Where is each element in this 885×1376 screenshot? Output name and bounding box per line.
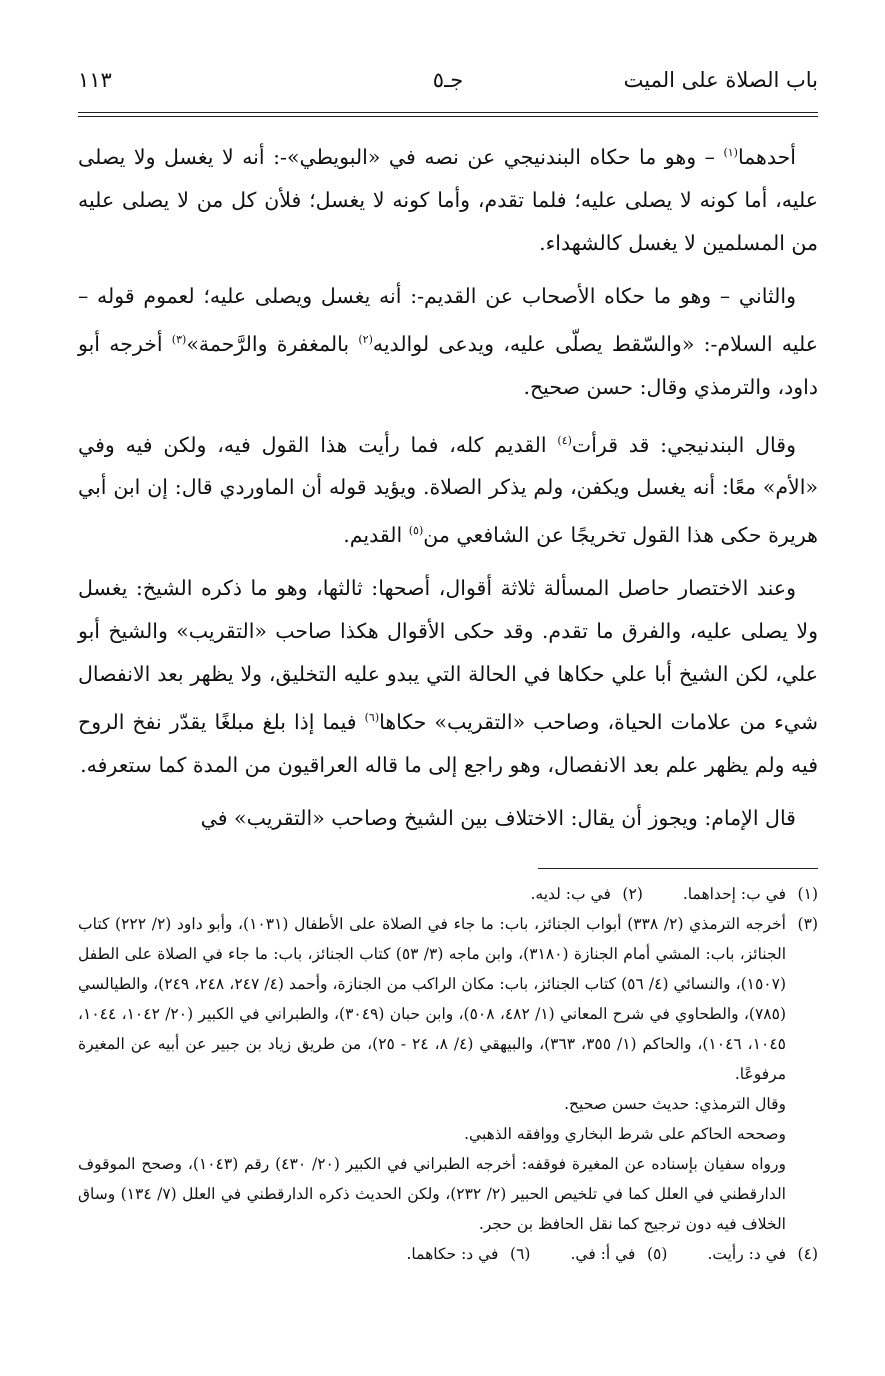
footnote-text: في د: حكاهما. bbox=[406, 1245, 499, 1264]
paragraph bbox=[78, 419, 818, 558]
paragraph-text: أخرجه أبو داود، والترمذي وقال: حسن صحيح. bbox=[78, 331, 818, 399]
header-rule-thin bbox=[78, 116, 818, 117]
footnote-number: (٢) bbox=[622, 885, 643, 904]
chapter-title: باب الصلاة على الميت bbox=[623, 68, 818, 92]
footnote-body bbox=[78, 909, 786, 1239]
footnote-5 bbox=[570, 1239, 667, 1269]
paragraph-text: القديم. bbox=[343, 523, 409, 548]
footnote-text: في د: رأيت. bbox=[707, 1245, 786, 1264]
main-text bbox=[78, 131, 818, 840]
paragraph-text: – وهو ما حكاه البندنيجي عن نصه في «البويطي»-: أنه لا يغسل ولا يصلى عليه، أما كونه لا يصلى عليه؛ فلما تقدم، وأما كونه لا يغسل؛ فلأن كل من لا يصلى عليه من المسلمين لا يغسل كالشهداء. bbox=[78, 144, 818, 255]
paragraph-text: والثاني – وهو ما حكاه الأصحاب عن القديم-: أنه يغسل ويصلى عليه؛ لعموم قوله – عليه السلام-: «والسّقط يصلّى عليه، ويدعى لوالديه bbox=[78, 283, 818, 356]
footnote-number: (١) bbox=[797, 885, 818, 904]
page bbox=[78, 60, 818, 1269]
footnote-ref[interactable]: (٦) bbox=[364, 711, 380, 725]
footnote-text: في أ: في. bbox=[570, 1245, 636, 1264]
footnote-text: وصححه الحاكم على شرط البخاري ووافقه الذهبي. bbox=[464, 1125, 786, 1144]
paragraph bbox=[78, 567, 818, 787]
footnote-number: (٦) bbox=[510, 1245, 531, 1264]
paragraph bbox=[78, 275, 818, 409]
footnote-text: أخرجه الترمذي (٢/ ٣٣٨) أبواب الجنائز، باب: ما جاء في الصلاة على الأطفال (١٠٣١)، وأبو داود (٢/ ٢٢٢) كتاب الجنائز، باب: المشي أمام الجنازة (٣١٨٠)، وابن ماجه (٣/ ٥٣) كتاب الجنائز، باب: ما جاء في الصلاة على الطفل (١٥٠٧)، والنسائي (٤/ ٥٦) كتاب الجنائز، باب: مكان الراكب من الجنازة، وأحمد (٤/ ٢٤٧، ٢٤٨، ٢٤٩)، والطيالسي (٧٨٥)، والطحاوي في شرح المعاني (١/ ٤٨٢، ٥٠٨)، وابن حبان (٣٠٤٩)، والطبراني في الكبير (٢٠/ ١٠٤٢، ١٠٤٤، ١٠٤٥، ١٠٤٦)، والحاكم (١/ ٣٥٥، ٣٦٣)، والبيهقي (٤/ ٨، ٢٤ - ٢٥)، من طريق زياد بن جبير عن أبيه عن المغيرة مرفوعًا. bbox=[78, 915, 787, 1084]
footnote-text: في ب: إحداهما. bbox=[682, 885, 786, 904]
running-header bbox=[78, 60, 818, 100]
footnote-ref[interactable]: (٣) bbox=[171, 332, 187, 346]
footnote-number: (٥) bbox=[646, 1245, 668, 1264]
footnote-6 bbox=[407, 1239, 531, 1269]
footnote-ref[interactable]: (٢) bbox=[358, 332, 373, 346]
footnote-row bbox=[78, 1239, 818, 1269]
footnote-number: (٣) bbox=[797, 915, 818, 934]
volume-number: جـ٥ bbox=[432, 68, 464, 92]
footnote-row bbox=[78, 879, 818, 909]
footnote-number: (٤) bbox=[797, 1245, 818, 1264]
footnote-text: في ب: لديه. bbox=[530, 885, 611, 904]
footnote-ref[interactable]: (١) bbox=[723, 146, 738, 159]
footnote-2 bbox=[530, 879, 642, 909]
footnote-1 bbox=[683, 879, 818, 909]
footnote-text: وقال الترمذي: حديث حسن صحيح. bbox=[564, 1095, 786, 1114]
paragraph-text: أحدهما bbox=[737, 144, 796, 169]
paragraph bbox=[78, 131, 818, 265]
footnote-separator bbox=[538, 868, 818, 869]
paragraph bbox=[78, 797, 818, 840]
paragraph-text: قال الإمام: ويجوز أن يقال: الاختلاف بين الشيخ وصاحب «التقريب» في bbox=[200, 806, 796, 831]
footnote-3 bbox=[78, 909, 818, 1239]
header-rule bbox=[78, 112, 818, 113]
footnotes bbox=[78, 879, 818, 1269]
paragraph-text: وعند الاختصار حاصل المسألة ثلاثة أقوال، أصحها: ثالثها، وهو ما ذكره الشيخ: يغسل ولا يصلى عليه، والفرق ما تقدم. وقد حكى الأقوال هكذا صاحب «التقريب» والشيخ أبو علي، لكن الشيخ أبا علي حكاها في الحالة التي يبدو عليه التخليق، ولا يظهر بعد الانفصال شيء من علامات الحياة، وصاحب «التقريب» حكاها bbox=[78, 576, 819, 735]
footnote-4 bbox=[707, 1239, 818, 1269]
page-number: ١١٣ bbox=[78, 68, 112, 92]
paragraph-text: القديم كله، فما رأيت هذا القول فيه، ولكن فيه وفي «الأم» معًا: أنه يغسل ويكفن، ولم يذكر الصلاة. ويؤيد قوله أن الماوردي قال: إن ابن أبي هريرة حكى هذا القول تخريجًا عن الشافعي من bbox=[78, 432, 818, 548]
paragraph-text: وقال البندنيجي: قد قرأت bbox=[571, 432, 796, 457]
footnote-ref[interactable]: (٤) bbox=[557, 433, 572, 447]
paragraph-text: فيما إذا بلغ مبلغًا يقدّر نفخ الروح فيه ولم يظهر علم بعد الانفصال، وهو راجع إلى ما قاله العراقيون من المدة كما ستعرفه. bbox=[78, 710, 818, 778]
paragraph-text: بالمغفرة والرَّحمة» bbox=[186, 331, 359, 356]
footnote-ref[interactable]: (٥) bbox=[408, 524, 424, 538]
footnote-text: ورواه سفيان بإسناده عن المغيرة فوقفه: أخرجه الطبراني في الكبير (٢٠/ ٤٣٠) رقم (١٠٤٣)، وصحح الموقوف الدارقطني في العلل كما في تلخيص الحبير (٢/ ٢٣٢)، ولكن الحديث ذكره الدارقطني في العلل (٧/ ١٣٤) وساق الخلاف فيه دون ترجيح كما نقل الحافظ بن حجر. bbox=[78, 1155, 786, 1234]
